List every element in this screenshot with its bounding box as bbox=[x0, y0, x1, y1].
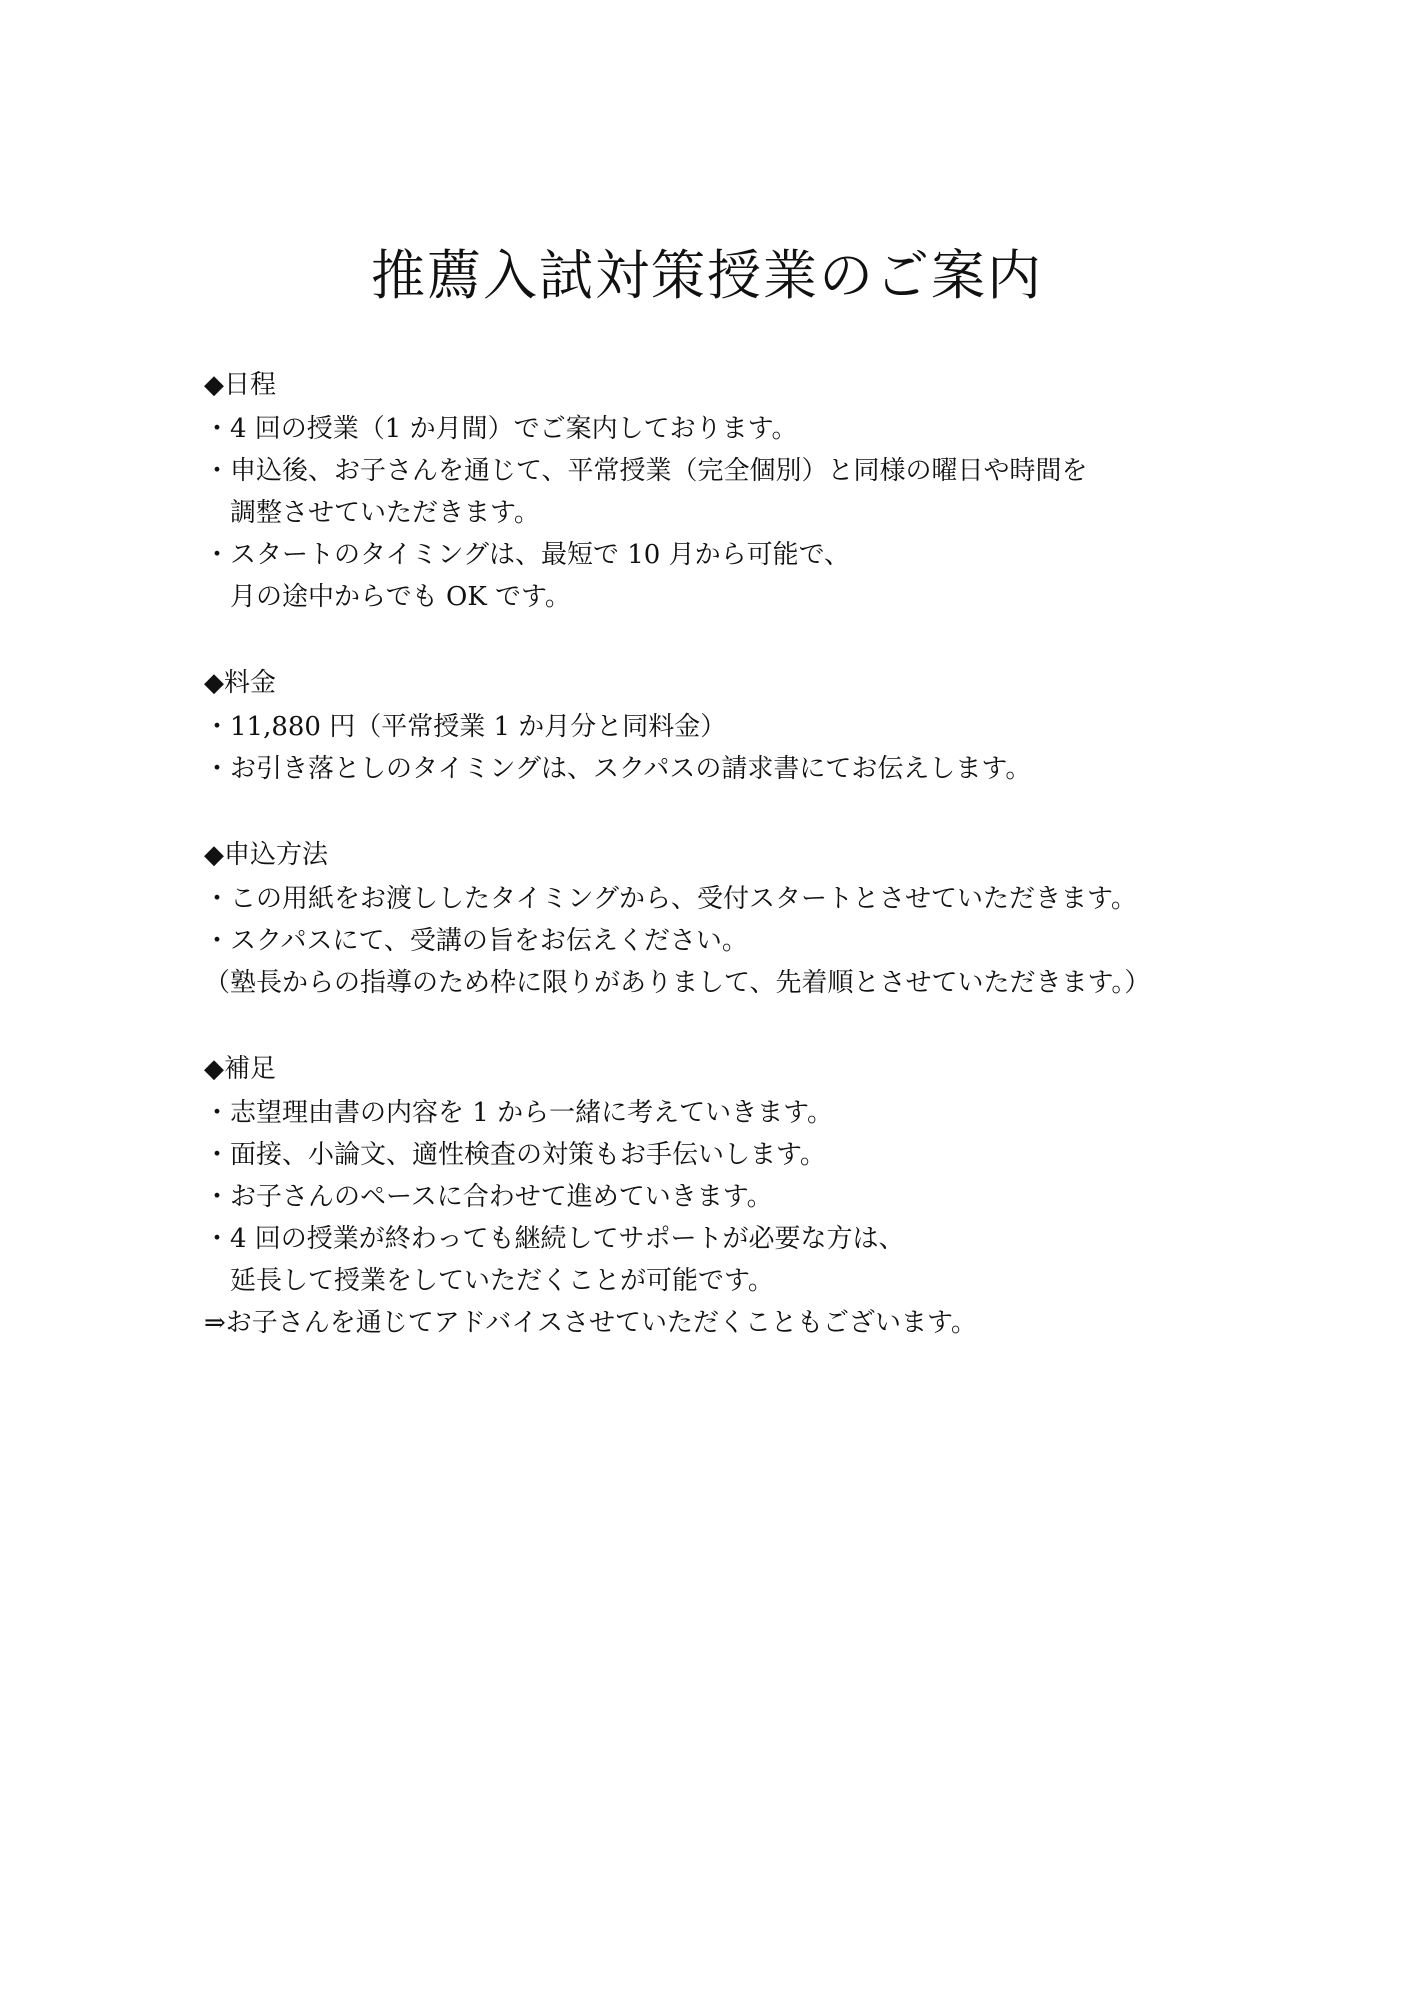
body-line: 月の途中からでも OK です。 bbox=[204, 582, 571, 612]
document-title: 推薦入試対策授業のご案内 bbox=[371, 244, 1043, 307]
section-heading: ◆申込方法 bbox=[204, 840, 328, 870]
section-heading: ◆料金 bbox=[204, 668, 276, 698]
body-line: ・スタートのタイミングは、最短で 10 月から可能で、 bbox=[204, 540, 851, 570]
body-line: 調整させていただきます。 bbox=[204, 498, 540, 528]
section-application bbox=[204, 832, 1264, 1004]
body-line: ⇒お子さんを通じてアドバイスさせていただくこともございます。 bbox=[204, 1308, 977, 1338]
body-line: ・申込後、お子さんを通じて、平常授業（完全個別）と同様の曜日や時間を bbox=[204, 456, 1088, 486]
section-supplement bbox=[204, 1046, 1264, 1344]
body-line: ・面接、小論文、適性検査の対策もお手伝いします。 bbox=[204, 1140, 826, 1170]
document-body bbox=[204, 362, 1264, 1386]
body-line: ・志望理由書の内容を 1 から一緒に考えていきます。 bbox=[204, 1098, 833, 1128]
body-line: （塾長からの指導のため枠に限りがありまして、先着順とさせていただきます。） bbox=[204, 968, 1151, 998]
body-line: ・スクパスにて、受講の旨をお伝えください。 bbox=[204, 926, 748, 956]
body-line: ・11,880 円（平常授業 1 か月分と同料金） bbox=[204, 712, 727, 742]
section-fee bbox=[204, 660, 1264, 790]
body-line: ・この用紙をお渡ししたタイミングから、受付スタートとさせていただきます。 bbox=[204, 884, 1137, 914]
body-line: ・お子さんのペースに合わせて進めていきます。 bbox=[204, 1182, 773, 1212]
body-line: ・4 回の授業が終わっても継続してサポートが必要な方は、 bbox=[204, 1224, 905, 1254]
section-schedule bbox=[204, 362, 1264, 618]
body-line: ・お引き落としのタイミングは、スクパスの請求書にてお伝えします。 bbox=[204, 754, 1032, 784]
section-heading: ◆日程 bbox=[204, 370, 276, 400]
body-line: ・4 回の授業（1 か月間）でご案内しております。 bbox=[204, 414, 798, 444]
section-heading: ◆補足 bbox=[204, 1054, 276, 1084]
body-line: 延長して授業をしていただくことが可能です。 bbox=[204, 1266, 774, 1296]
